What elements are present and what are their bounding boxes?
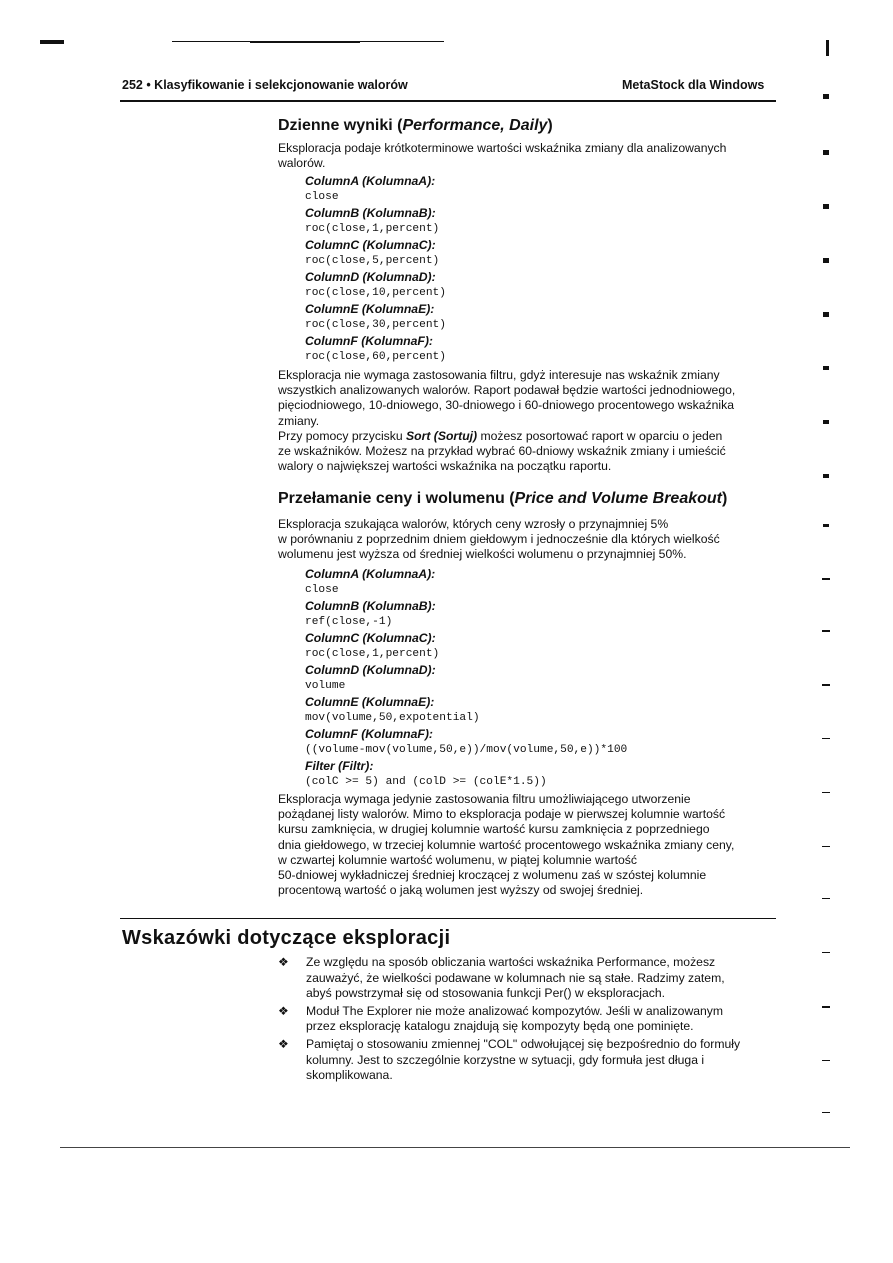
edge-mark [822,1006,830,1008]
text-line: wszystkich analizowanych walorów. Raport podawał będzie wartości jednodniowego, [278,383,736,398]
formula-code: ref(close,-1) [305,616,393,628]
formula-code: close [305,191,339,203]
scan-mark-top-left [40,40,64,44]
text-line: wolumenu jest wyższa od średniej wielkości wolumenu o przynajmniej 50%. [278,547,687,562]
text-line: w porównaniu z poprzednim dniem giełdowym i jednocześnie dla których wielkość [278,532,720,547]
text-run: Przy pomocy przycisku [278,428,406,443]
section1-formula-list [305,173,446,365]
text-line: Eksploracja szukająca walorów, których ceny wzrosły o przynajmniej 5% [278,517,669,531]
section-title-daily-performance [278,117,553,135]
formula-code: roc(close,5,percent) [305,255,440,267]
formula-code: roc(close,10,percent) [305,287,446,299]
edge-mark [822,846,830,847]
text-line: procentową wartość o jaką wolumen jest wyższy od swojej średniej. [278,883,644,898]
text-line: Pamiętaj o stosowaniu zmiennej "COL" odwołującej się bezpośrednio do formuły [306,1036,741,1051]
edge-mark [826,40,829,56]
text-line: Ze względu na sposób obliczania wartości wskaźnika Performance, możesz [306,955,716,969]
edge-mark [823,150,829,155]
edge-mark [822,1060,830,1061]
formula-label: ColumnD (KolumnaD): [305,663,436,677]
running-header-right: MetaStock dla Windows [622,78,765,92]
tips-title: Wskazówki dotyczące eksploracji [122,927,451,949]
text-line: Eksploracja wymaga jedynie zastosowania filtru umożliwiającego utworzenie [278,792,691,806]
section1-intro [278,141,778,171]
text-line: pięciodniowego, 10-dniowego, 30-dniowego i 60-dniowego procentowego wskaźnika [278,398,734,413]
formula-code: mov(volume,50,expotential) [305,712,480,724]
formula-code: close [305,584,339,596]
formula-label: ColumnA (KolumnaA): [305,174,436,188]
text-line: skomplikowana. [306,1068,393,1083]
formula-code: roc(close,1,percent) [305,648,440,660]
running-header-left: 252 • Klasyfikowanie i selekcjonowanie walorów [122,78,408,92]
section-title-end: ) [547,117,553,134]
edge-mark [823,420,829,424]
section-title-price-volume-breakout [278,490,727,508]
text-line: abyś powstrzymał się od stosowania funkcji Per() w eksploracjach. [306,986,665,1001]
tips-list [278,955,788,1086]
section2-intro [278,517,778,563]
text-line: zmiany. [278,413,320,428]
sort-button-label: Sort (Sortuj) [406,428,478,443]
formula-label: ColumnB (KolumnaB): [305,206,436,220]
section1-paragraph-2 [278,368,778,474]
text-line: walorów. [278,156,326,171]
edge-mark [822,578,830,580]
edge-mark [823,366,829,370]
edge-mark [823,312,829,317]
filter-label: Filter (Filtr): [305,759,374,773]
tip-item [278,955,788,1002]
section-title-text: Dzienne wyniki ( [278,117,403,134]
formula-label: ColumnE (KolumnaE): [305,695,435,709]
section-title-end: ) [721,490,728,507]
formula-code: roc(close,1,percent) [305,223,440,235]
edge-mark [823,258,829,263]
diamond-bullet-icon: ❖ [278,1036,289,1051]
edge-mark [823,524,829,527]
formula-code: roc(close,60,percent) [305,351,446,363]
formula-label: ColumnF (KolumnaF): [305,334,433,348]
edge-mark [822,738,830,739]
section-title-italic: Price and Volume Breakout [514,490,722,507]
formula-code: roc(close,30,percent) [305,319,446,331]
edge-mark [823,204,829,209]
formula-label: ColumnC (KolumnaC): [305,631,436,645]
bottom-scan-line [60,1147,850,1148]
text-line: Eksploracja podaje krótkoterminowe wartości wskaźnika zmiany dla analizowanych [278,141,727,155]
edge-mark [823,474,829,478]
text-line: Eksploracja nie wymaga zastosowania filtru, gdyż interesuje nas wskaźnik zmiany [278,368,720,382]
text-line: Moduł The Explorer nie może analizować kompozytów. Jeśli w analizowanym [306,1003,724,1018]
text-run: możesz posortować raport w oparciu o jeden [477,428,723,443]
diamond-bullet-icon: ❖ [278,1003,289,1018]
formula-label: ColumnA (KolumnaA): [305,567,436,581]
formula-code: ((volume-mov(volume,50,e))/mov(volume,50,e))*100 [305,744,628,756]
text-line: przez eksplorację katalogu znajdują się kompozyty będą one pominięte. [306,1019,694,1034]
formula-label: ColumnF (KolumnaF): [305,727,433,741]
formula-code: volume [305,680,346,692]
edge-mark [822,684,830,686]
text-line-sort [278,429,778,444]
formula-label: ColumnD (KolumnaD): [305,270,436,284]
text-line: kursu zamknięcia, w drugiej kolumnie wartość kursu zamknięcia z poprzedniego [278,822,710,837]
edge-mark [822,952,830,953]
diamond-bullet-icon: ❖ [278,955,289,969]
section-title-text: Przełamanie ceny i wolumenu ( [278,490,515,507]
text-line: zauważyć, że wielkości podawane w kolumnach nie są stałe. Radzimy zatem, [306,970,725,985]
edge-mark [823,94,829,99]
section2-paragraph-2 [278,792,778,898]
text-line: pożądanej listy walorów. Mimo to eksploracja podaje w pierwszej kolumnie wartość [278,807,726,822]
header-rule [120,100,776,102]
formula-label: ColumnC (KolumnaC): [305,238,436,252]
section2-formula-list [305,566,627,790]
top-scan-line-thick [250,41,360,43]
filter-code: (colC >= 5) and (colD >= (colE*1.5)) [305,776,547,788]
tip-item [278,1004,788,1035]
text-line: walory o największej wartości wskaźnika na początku raportu. [278,459,612,474]
text-line: kolumny. Jest to szczególnie korzystne w sytuacji, gdy formuła jest długa i [306,1052,705,1067]
text-line: ze wskaźników. Możesz na przykład wybrać 60-dniowy wskaźnik zmiany i umieścić [278,444,726,459]
text-line: 50-dniowej wykładniczej średniej kroczącej z wolumenu zaś w szóstej kolumnie [278,868,707,883]
text-line: w czwartej kolumnie wartość wolumenu, w piątej kolumnie wartość [278,852,637,867]
edge-mark [822,630,830,632]
tips-rule [120,918,776,919]
section-title-italic: Performance, Daily [402,117,548,134]
formula-label: ColumnE (KolumnaE): [305,302,435,316]
edge-mark [822,1112,830,1113]
tip-item [278,1037,788,1084]
formula-label: ColumnB (KolumnaB): [305,599,436,613]
edge-mark [822,792,830,793]
edge-mark [822,898,830,899]
text-line: dnia giełdowego, w trzeciej kolumnie wartość procentowego wskaźnika zmiany ceny, [278,837,735,852]
